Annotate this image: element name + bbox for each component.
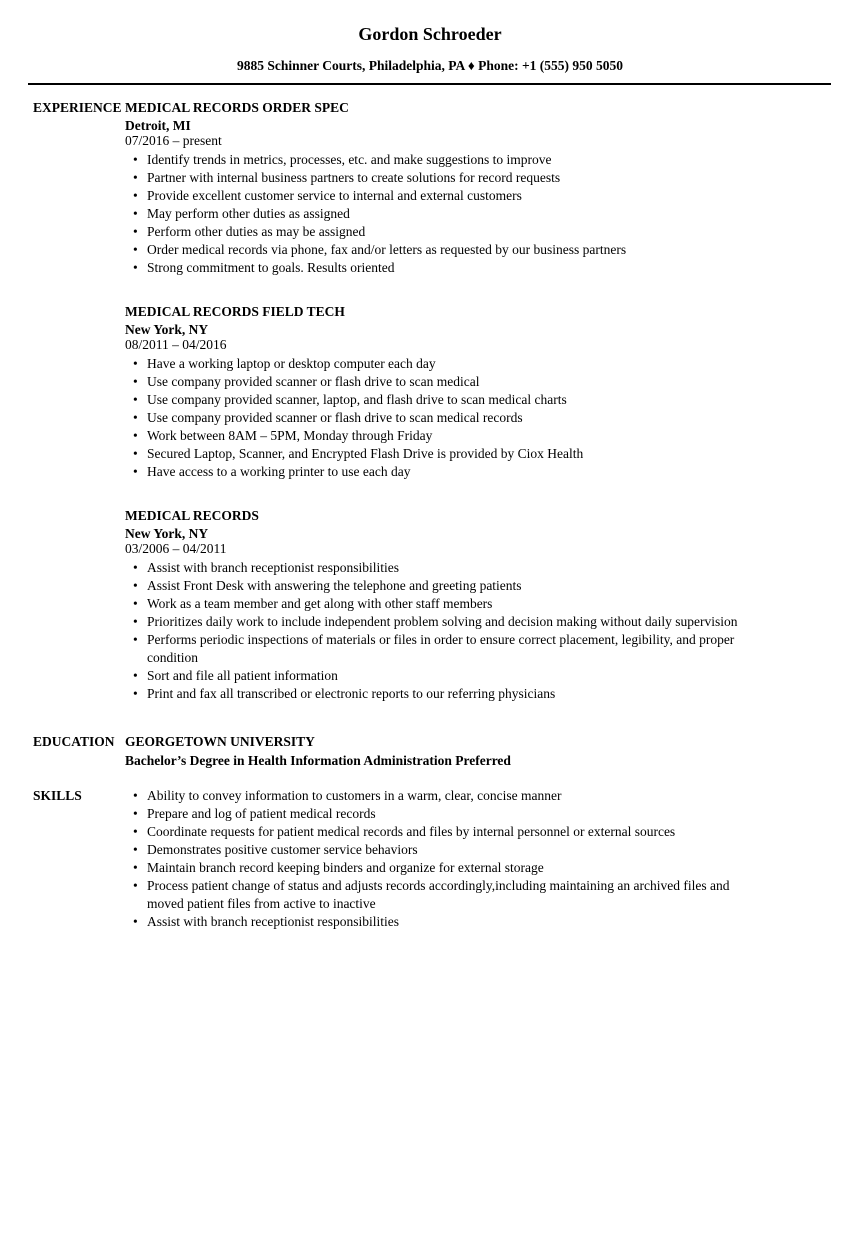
- job-bullet-list: [125, 559, 765, 703]
- skill-bullet: • Maintain branch record keeping binders and organize for external storage: [147, 859, 761, 877]
- resume-body: [0, 99, 860, 931]
- skills-bullet-list: [125, 787, 765, 931]
- job-bullet: • Have a working laptop or desktop computer each day: [147, 355, 761, 373]
- job-bullet: • Identify trends in metrics, processes, etc. and make suggestions to improve: [147, 151, 761, 169]
- section-label-education: EDUCATION: [33, 734, 115, 749]
- section-label-skills: SKILLS: [33, 788, 82, 803]
- job-entry-medical-records: [125, 507, 765, 703]
- contact-line: 9885 Schinner Courts, Philadelphia, PA ♦ Phone: +1 (555) 950 5050: [236, 58, 624, 73]
- job-bullet: • Work between 8AM – 5PM, Monday through Friday: [147, 427, 761, 445]
- job-bullet: • May perform other duties as assigned: [147, 205, 761, 223]
- skills-section: [0, 787, 860, 931]
- school-name: GEORGETOWN UNIVERSITY: [125, 734, 315, 749]
- job-location: Detroit, MI: [125, 118, 191, 133]
- job-title: MEDICAL RECORDS: [125, 508, 259, 523]
- job-dates: 07/2016 – present: [125, 133, 222, 148]
- resume-header: [0, 0, 860, 85]
- job-dates: 03/2006 – 04/2011: [125, 541, 227, 556]
- skill-bullet: • Process patient change of status and adjusts records accordingly,including maintaining an archived files and moved patient files from active to inactive: [147, 877, 761, 913]
- job-bullet: • Prioritizes daily work to include independent problem solving and decision making without daily supervision: [147, 613, 761, 631]
- skill-bullet: • Demonstrates positive customer service behaviors: [147, 841, 761, 859]
- skill-bullet: • Assist with branch receptionist responsibilities: [147, 913, 761, 931]
- job-bullet: • Print and fax all transcribed or electronic reports to our referring physicians: [147, 685, 761, 703]
- job-location: New York, NY: [125, 526, 209, 541]
- job-bullet: • Provide excellent customer service to internal and external customers: [147, 187, 761, 205]
- job-title: MEDICAL RECORDS FIELD TECH: [125, 304, 345, 319]
- header-divider: [28, 83, 831, 85]
- job-bullet: • Sort and file all patient information: [147, 667, 761, 685]
- section-label-experience: EXPERIENCE: [33, 100, 122, 115]
- education-section: [0, 733, 860, 770]
- job-entry-order-spec: [125, 99, 765, 277]
- skill-bullet: • Coordinate requests for patient medical records and files by internal personnel or external sources: [147, 823, 761, 841]
- job-bullet: • Performs periodic inspections of materials or files in order to ensure correct placement, legibility, and proper condition: [147, 631, 761, 667]
- job-dates: 08/2011 – 04/2016: [125, 337, 227, 352]
- job-location: New York, NY: [125, 322, 209, 337]
- job-bullet: • Use company provided scanner or flash drive to scan medical records: [147, 409, 761, 427]
- job-bullet: • Secured Laptop, Scanner, and Encrypted Flash Drive is provided by Ciox Health: [147, 445, 761, 463]
- skills-content: [125, 787, 765, 931]
- job-bullet: • Assist with branch receptionist responsibilities: [147, 559, 761, 577]
- experience-content: [125, 99, 765, 703]
- job-bullet: • Use company provided scanner or flash drive to scan medical: [147, 373, 761, 391]
- candidate-name: Gordon Schroeder: [358, 24, 502, 44]
- job-bullet: • Perform other duties as may be assigned: [147, 223, 761, 241]
- degree-name: Bachelor’s Degree in Health Information Administration Preferred: [125, 753, 511, 768]
- job-bullet: • Assist Front Desk with answering the telephone and greeting patients: [147, 577, 761, 595]
- job-bullet: • Partner with internal business partners to create solutions for record requests: [147, 169, 761, 187]
- job-title: MEDICAL RECORDS ORDER SPEC: [125, 100, 349, 115]
- job-bullet: • Strong commitment to goals. Results oriented: [147, 259, 761, 277]
- job-bullet: • Order medical records via phone, fax and/or letters as requested by our business partners: [147, 241, 761, 259]
- job-bullet-list: [125, 355, 765, 481]
- skill-bullet: • Prepare and log of patient medical records: [147, 805, 761, 823]
- skill-bullet: • Ability to convey information to customers in a warm, clear, concise manner: [147, 787, 761, 805]
- experience-section: [0, 99, 860, 703]
- job-bullet: • Use company provided scanner, laptop, and flash drive to scan medical charts: [147, 391, 761, 409]
- job-bullet: • Work as a team member and get along with other staff members: [147, 595, 761, 613]
- education-content: [125, 733, 765, 770]
- job-bullet-list: [125, 151, 765, 277]
- job-bullet: • Have access to a working printer to use each day: [147, 463, 761, 481]
- job-entry-field-tech: [125, 303, 765, 481]
